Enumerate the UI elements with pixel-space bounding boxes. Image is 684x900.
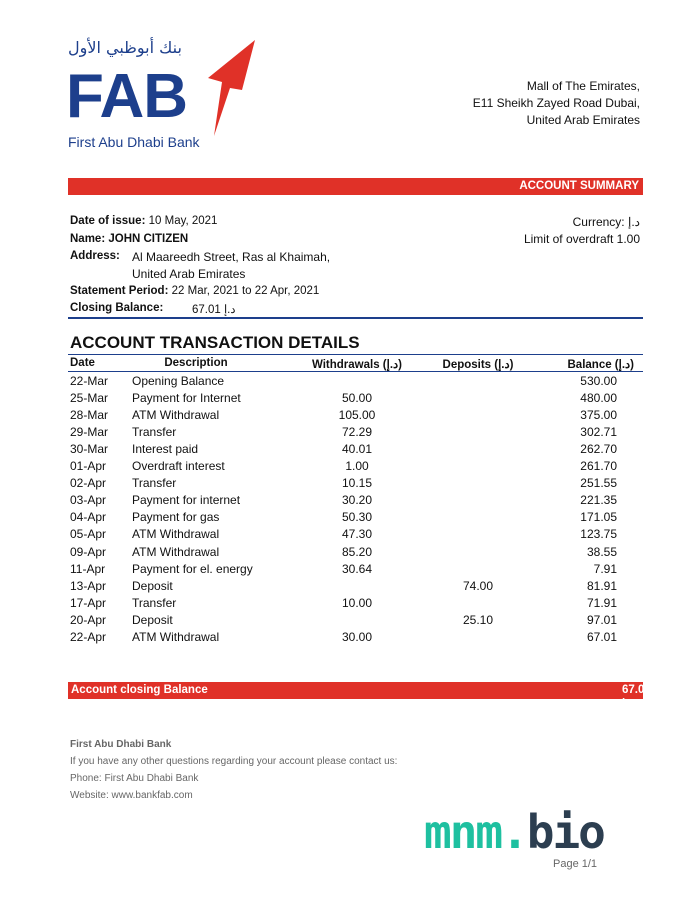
bank-address-line: United Arab Emirates [526,113,640,127]
date-value: 10 May, 2021 [148,215,218,227]
row-date: 02-Apr [70,476,107,491]
address-line: United Arab Emirates [132,267,246,281]
table-row [0,476,684,493]
row-date: 22-Apr [70,629,107,644]
row-description: Deposit [132,612,173,627]
table-row [0,613,684,630]
watermark [424,805,604,859]
table-row [0,425,684,442]
row-withdrawal: 105.00 [338,408,376,423]
row-balance: 7.91 [593,561,617,576]
row-date: 05-Apr [70,527,107,542]
row-balance: 261.70 [580,459,617,474]
row-description: Payment for internet [132,493,241,508]
row-balance: 221.35 [580,493,617,508]
row-description: ATM Withdrawal [132,629,220,644]
closing-bar-label: Account closing Balance [71,684,208,696]
row-balance: 71.91 [586,595,617,610]
closing-balance-bar [68,682,651,710]
row-withdrawal: 1.00 [345,459,369,474]
row-description: Payment for Internet [132,391,241,406]
row-balance: 123.75 [580,527,617,542]
row-description: Deposit [132,578,173,593]
divider [68,354,643,355]
row-date: 29-Mar [70,425,109,440]
row-withdrawal: 40.01 [341,442,373,457]
row-description: Interest paid [132,442,199,457]
statement-period [70,285,319,297]
page-number: Page 1/1 [553,858,598,870]
table-row [0,527,684,544]
customer-name [70,233,188,245]
row-date: 20-Apr [70,612,107,627]
watermark-part1: mnm. [424,805,527,859]
row-balance: 171.05 [580,510,617,525]
row-deposit: 74.00 [462,578,494,593]
row-description: Transfer [132,425,177,440]
table-row [0,596,684,613]
row-withdrawal: 10.00 [341,595,373,610]
row-date: 01-Apr [70,459,107,474]
row-date: 13-Apr [70,578,107,593]
footer-bank: First Abu Dhabi Bank [70,739,172,750]
date-of-issue [70,215,217,227]
row-date: 11-Apr [70,561,106,576]
row-date: 17-Apr [70,595,107,610]
row-date: 04-Apr [70,510,107,525]
address-label: Address: [70,250,120,262]
table-row [0,493,684,510]
table-row [0,442,684,459]
row-withdrawal: 50.30 [341,510,373,525]
table-row [0,545,684,562]
row-withdrawal: 30.64 [341,561,373,576]
row-balance: 262.70 [580,442,617,457]
closing-label: Closing Balance: [70,302,164,314]
table-row [0,374,684,391]
row-withdrawal: 72.29 [341,425,373,440]
row-description: Transfer [132,595,177,610]
period-label: Statement Period: [70,285,169,297]
watermark-part2: bio [526,805,604,859]
row-description: Transfer [132,476,177,491]
row-date: 25-Mar [70,391,109,406]
col-description: Description [164,357,228,369]
col-balance: Balance (د.إ) [567,359,634,371]
name-value: JOHN CITIZEN [108,233,189,245]
row-deposit: 25.10 [462,612,494,627]
row-date: 30-Mar [70,442,109,457]
name-label: Name: [70,233,106,245]
date-label: Date of issue: [70,215,146,227]
address-line: Al Maareedh Street, Ras al Khaimah, [132,250,331,264]
row-description: Payment for el. energy [132,561,253,576]
col-deposits: Deposits (د.إ) [442,359,514,371]
row-withdrawal: 85.20 [341,544,373,559]
divider [68,317,643,319]
table-row [0,630,684,647]
bank-address-line: E11 Sheikh Zayed Road Dubai, [472,96,640,110]
account-summary-bar [68,178,643,195]
table-row [0,510,684,527]
row-description: ATM Withdrawal [132,527,220,542]
row-description: Opening Balance [132,374,225,388]
row-balance: 480.00 [580,391,617,406]
logo-subtitle: First Abu Dhabi Bank [68,134,200,150]
row-date: 03-Apr [70,493,107,508]
table-row [0,579,684,596]
row-date: 28-Mar [70,408,109,423]
table-row [0,408,684,425]
table-row [0,562,684,579]
row-withdrawal: 10.15 [341,476,373,491]
closing-balance [70,302,236,316]
header-divider [68,371,643,372]
period-value: 22 Mar, 2021 to 22 Apr, 2021 [171,285,320,297]
row-date: 22-Mar [70,374,109,388]
footer-contact: If you have any other questions regarding your account please contact us: [70,756,398,767]
row-withdrawal: 47.30 [341,527,373,542]
logo-fab-letters: FAB [66,62,187,131]
row-balance: 81.91 [586,578,617,593]
col-withdrawals: Withdrawals (د.إ) [311,359,402,371]
row-withdrawal: 30.00 [341,629,373,644]
footer-website[interactable]: Website: www.bankfab.com [70,790,193,801]
table-row [0,459,684,476]
row-balance: 302.71 [580,425,617,440]
row-balance: 97.01 [586,612,617,627]
overdraft-limit: Limit of overdraft 1.00 [523,232,640,246]
row-balance: 530.00 [580,374,617,388]
row-description: Overdraft interest [132,459,225,474]
row-description: ATM Withdrawal [132,544,220,559]
row-balance: 375.00 [580,408,617,423]
table-row [0,391,684,408]
row-balance: 38.55 [586,544,617,559]
row-withdrawal: 30.20 [341,493,373,508]
details-title: ACCOUNT TRANSACTION DETAILS [70,333,360,352]
row-balance: 67.01 [586,629,617,644]
row-date: 09-Apr [70,544,107,559]
logo-arrow-icon [200,40,260,140]
row-balance: 251.55 [580,476,617,491]
closing-bar-value: 67.01 د.إ [622,684,651,710]
bank-address-line: Mall of The Emirates, [526,79,640,93]
row-description: Payment for gas [132,510,220,525]
col-date: Date [70,357,95,369]
currency: Currency: د.إ [572,215,640,229]
closing-value: 67.01 د.إ [192,304,236,316]
row-withdrawal: 50.00 [341,391,373,406]
logo-arabic-text: بنك أبوظبي الأول [68,38,182,57]
footer-phone: Phone: First Abu Dhabi Bank [70,773,199,784]
account-summary-title: ACCOUNT SUMMARY [519,180,639,192]
row-description: ATM Withdrawal [132,408,220,423]
